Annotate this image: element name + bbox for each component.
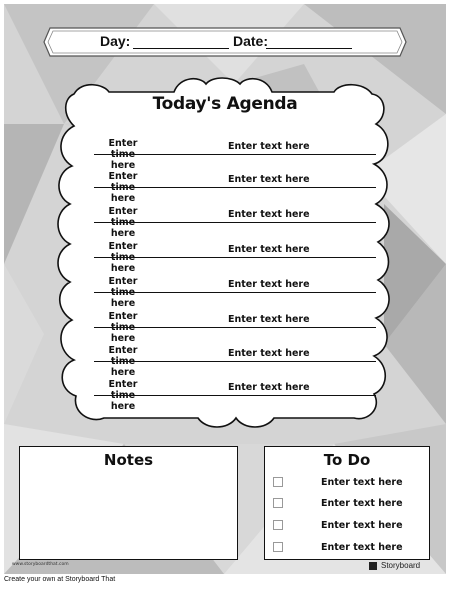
storyboard-logo-text: Storyboard (381, 561, 421, 570)
agenda-text-field[interactable]: Enter text here (228, 141, 310, 152)
agenda-text-field[interactable]: Enter text here (228, 279, 310, 290)
agenda-divider (94, 257, 376, 258)
agenda-divider (94, 187, 376, 188)
todo-checkbox[interactable] (273, 542, 283, 552)
agenda-divider (94, 222, 376, 223)
agenda-row (94, 379, 376, 412)
agenda-row (94, 345, 376, 378)
agenda-time-field[interactable]: Enter time here (108, 138, 138, 171)
storyboard-logo-icon (369, 562, 377, 570)
todo-item (273, 498, 423, 512)
worksheet (4, 4, 446, 574)
agenda-divider (94, 327, 376, 328)
agenda-time-field[interactable]: Enter time here (108, 276, 138, 309)
agenda-time-field[interactable]: Enter time here (108, 206, 138, 239)
todo-panel (264, 446, 430, 560)
todo-title: To Do (323, 451, 371, 469)
todo-item (273, 477, 423, 491)
todo-text-field[interactable]: Enter text here (321, 477, 403, 488)
day-label: Day: (100, 33, 131, 49)
todo-text-field[interactable]: Enter text here (321, 498, 403, 509)
agenda-row (94, 171, 376, 204)
agenda-divider (94, 361, 376, 362)
agenda-divider (94, 292, 376, 293)
agenda-time-field[interactable]: Enter time here (108, 345, 138, 378)
agenda-row (94, 276, 376, 309)
caption[interactable]: Create your own at Storyboard That (4, 576, 116, 583)
agenda-row (94, 311, 376, 344)
todo-text-field[interactable]: Enter text here (321, 542, 403, 553)
agenda-text-field[interactable]: Enter text here (228, 314, 310, 325)
agenda-row (94, 138, 376, 171)
agenda-text-field[interactable]: Enter text here (228, 174, 310, 185)
agenda-time-field[interactable]: Enter time here (108, 379, 138, 412)
agenda-row (94, 206, 376, 239)
agenda-time-field[interactable]: Enter time here (108, 171, 138, 204)
todo-checkbox[interactable] (273, 520, 283, 530)
todo-text-field[interactable]: Enter text here (321, 520, 403, 531)
todo-checkbox[interactable] (273, 477, 283, 487)
agenda-text-field[interactable]: Enter text here (228, 244, 310, 255)
date-label: Date: (233, 33, 269, 49)
footer-url: www.storyboardthat.com (12, 562, 69, 567)
agenda-row (94, 241, 376, 274)
todo-item (273, 520, 423, 534)
agenda-time-field[interactable]: Enter time here (108, 241, 138, 274)
notes-title: Notes (103, 451, 154, 469)
agenda-text-field[interactable]: Enter text here (228, 348, 310, 359)
todo-item (273, 542, 423, 556)
agenda-time-field[interactable]: Enter time here (108, 311, 138, 344)
notes-panel[interactable] (19, 446, 238, 560)
agenda-title: Today's Agenda (152, 94, 298, 114)
agenda-text-field[interactable]: Enter text here (228, 209, 310, 220)
agenda-divider (94, 154, 376, 155)
agenda-divider (94, 395, 376, 396)
agenda-text-field[interactable]: Enter text here (228, 382, 310, 393)
todo-checkbox[interactable] (273, 498, 283, 508)
